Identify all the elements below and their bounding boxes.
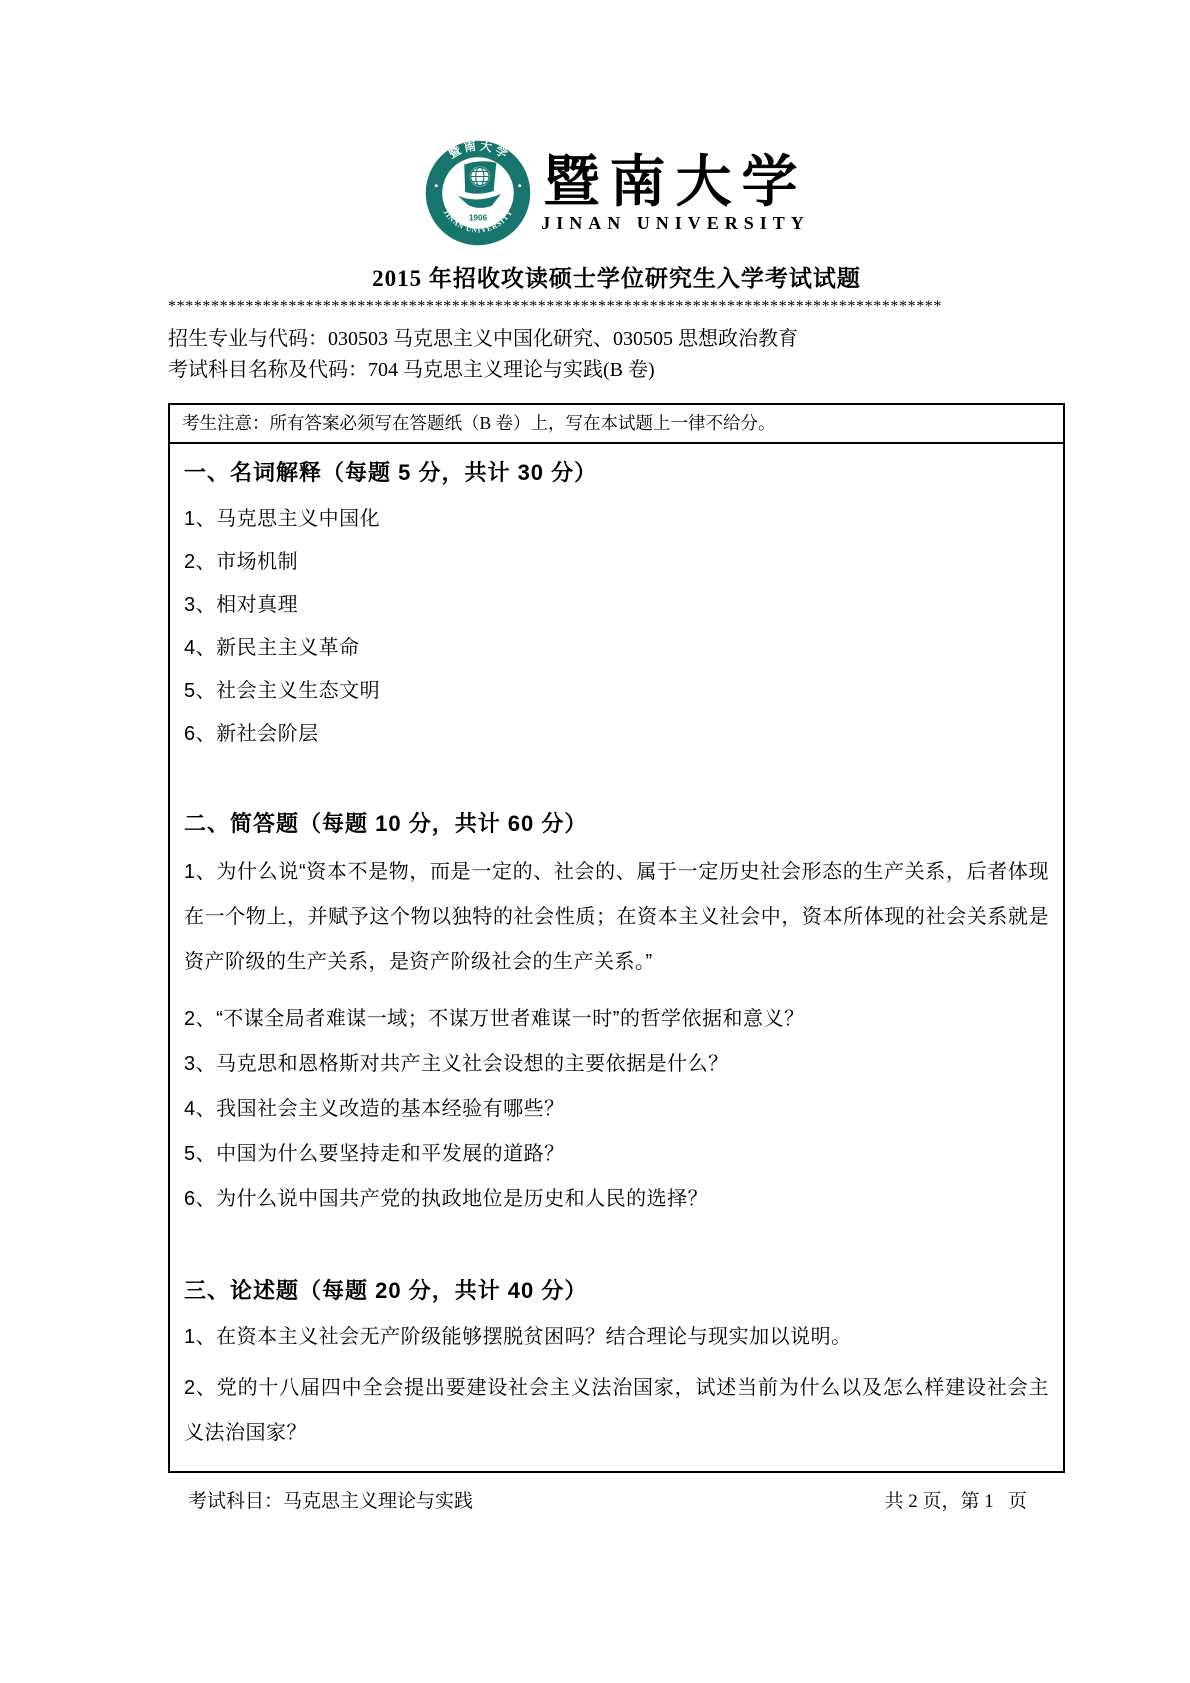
question: 4、我国社会主义改造的基本经验有哪些？ bbox=[184, 1098, 565, 1120]
page-title: 2015 年招收攻读硕士学位研究生入学考试试题 bbox=[372, 266, 861, 291]
notice-text: 考生注意：所有答案必须写在答题纸（B 卷）上，写在本试题上一律不给分。 bbox=[170, 405, 1063, 444]
question: 1、马克思主义中国化 bbox=[184, 508, 381, 530]
question-content bbox=[170, 444, 1063, 1456]
university-seal-icon bbox=[423, 138, 533, 248]
footer-subject: 考试科目：马克思主义理论与实践 bbox=[188, 1491, 474, 1512]
question: 2、“不谋全局者难谋一域；不谋万世者难谋一时”的哲学依据和意义？ bbox=[184, 1008, 805, 1030]
svg-text:1906: 1906 bbox=[469, 213, 488, 223]
svg-text:JINAN UNIVERSITY: JINAN UNIVERSITY bbox=[441, 207, 515, 235]
university-logo bbox=[168, 0, 1065, 248]
question: 5、中国为什么要坚持走和平发展的道路？ bbox=[184, 1143, 565, 1165]
exam-meta bbox=[168, 324, 1065, 386]
section-1-questions bbox=[184, 509, 1049, 745]
university-name-zh: 暨南大学 bbox=[543, 151, 808, 214]
section-1-heading: 一、名词解释（每题 5 分，共计 30 分） bbox=[184, 460, 598, 485]
meta-subject-code: 考试科目名称及代码：704 马克思主义理论与实践(B 卷) bbox=[168, 359, 655, 381]
university-name-block bbox=[541, 151, 810, 233]
svg-text:暨 南 大 学: 暨 南 大 学 bbox=[446, 138, 511, 162]
question: 6、为什么说中国共产党的执政地位是历史和人民的选择？ bbox=[184, 1188, 709, 1210]
question-box bbox=[168, 403, 1065, 1473]
page bbox=[168, 0, 1065, 1513]
question: 5、社会主义生态文明 bbox=[184, 680, 381, 702]
question: 4、新民主主义革命 bbox=[184, 637, 360, 659]
question: 2、市场机制 bbox=[184, 551, 299, 573]
stars-divider: ****************************************************************************************** bbox=[168, 298, 942, 315]
page-footer bbox=[168, 1486, 1065, 1513]
footer-page-number: 共 2 页，第 1 页 bbox=[884, 1491, 1027, 1512]
question: 1、为什么说“资本不是物，而是一定的、社会的、属于一定历史社会形态的生产关系，后者体现在一个物上，并赋予这个物以独特的社会性质；在资本主义社会中，资本所体现的社会关系就是资产阶级的生产关系，是资产阶级社会的生产关系。” bbox=[184, 861, 1049, 973]
section-2-heading: 二、简答题（每题 10 分，共计 60 分） bbox=[184, 811, 588, 836]
meta-major-codes: 招生专业与代码：030503 马克思主义中国化研究、030505 思想政治教育 bbox=[168, 328, 798, 350]
question: 2、党的十八届四中全会提出要建设社会主义法治国家，试述当前为什么以及怎么样建设社会主义法治国家？ bbox=[184, 1377, 1049, 1444]
question: 3、相对真理 bbox=[184, 594, 299, 616]
section-3-heading: 三、论述题（每题 20 分，共计 40 分） bbox=[184, 1278, 588, 1303]
university-name-en: JINAN UNIVERSITY bbox=[541, 212, 810, 233]
question: 1、在资本主义社会无产阶级能够摆脱贫困吗？结合理论与现实加以说明。 bbox=[184, 1326, 852, 1348]
question: 3、马克思和恩格斯对共产主义社会设想的主要依据是什么？ bbox=[184, 1053, 729, 1075]
question: 6、新社会阶层 bbox=[184, 723, 319, 745]
